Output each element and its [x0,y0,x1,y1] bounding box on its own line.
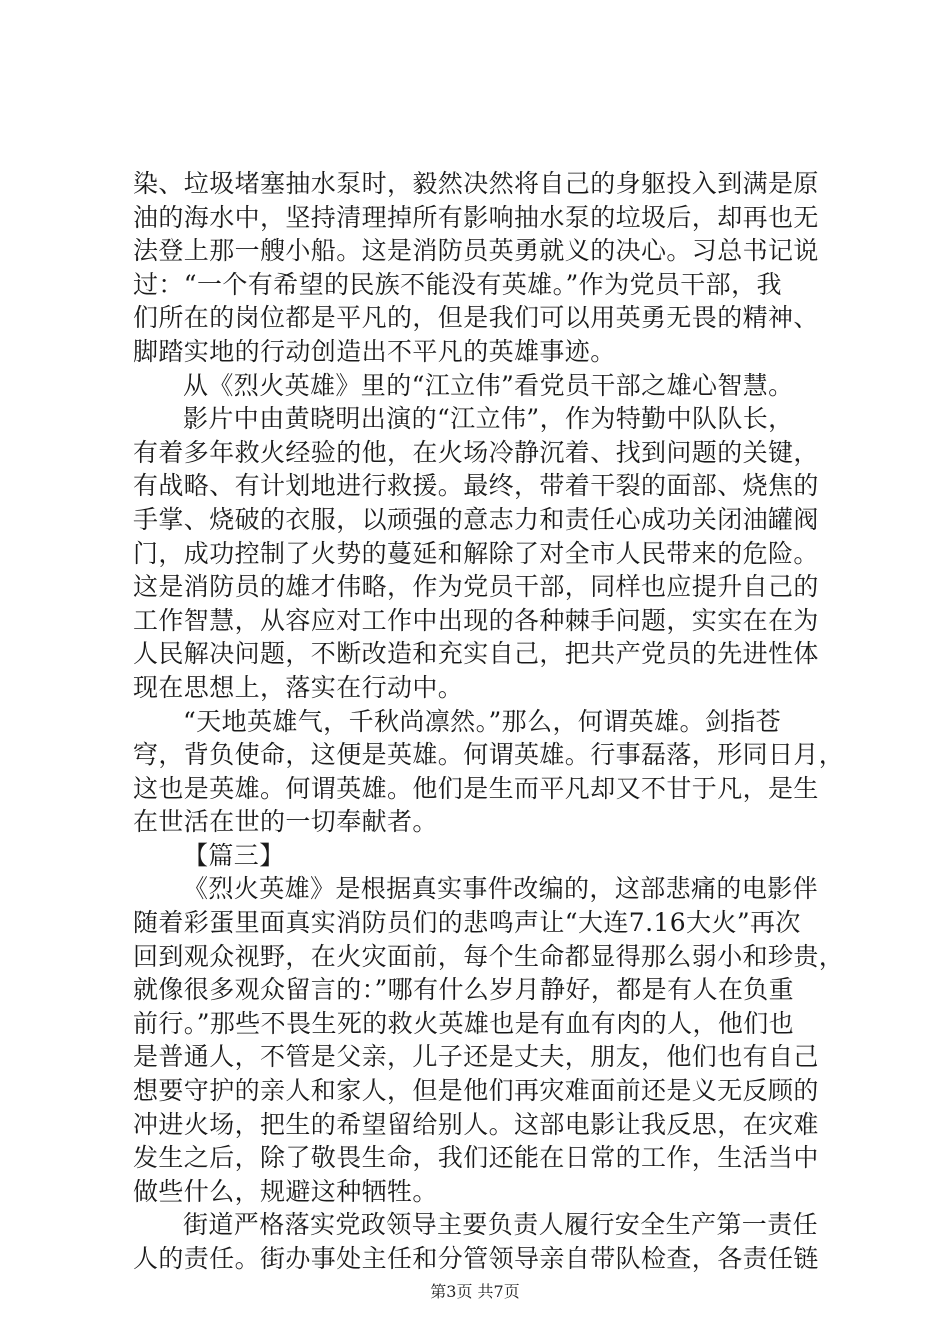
text-line: 穹，背负使命，这便是英雄。何谓英雄。行事磊落，形同日月， [133,740,845,770]
text-line: 【篇三】 [183,840,285,870]
text-line: 人的责任。街办事处主任和分管领导亲自带队检查，各责任链 [133,1244,819,1273]
text-line: 发生之后，除了敬畏生命，我们还能在日常的工作，生活当中 [133,1143,819,1173]
text-line: 在世活在世的一切奉献者。 [133,807,438,837]
text-line: 前行。”那些不畏生死的救火英雄也是有血有肉的人，他们也 [133,1008,795,1038]
text-line: 这是消防员的雄才伟略，作为党员干部，同样也应提升自己的 [133,572,819,602]
page-footer: 第3页 共7页 [430,1282,520,1301]
text-line: 手掌、烧破的衣服，以顽强的意志力和责任心成功关闭油罐阀 [133,504,819,534]
text-line: 从《烈火英雄》里的“江立伟”看党员干部之雄心智慧。 [183,370,794,400]
text-line: 随着彩蛋里面真实消防员们的悲鸣声让“大连7.16大火”再次 [133,908,801,938]
text-line: 有着多年救火经验的他，在火场冷静沉着、找到问题的关键， [133,437,819,467]
text-line: 人民解决问题，不断改造和充实自己，把共产党员的先进性体 [133,639,819,669]
body-text [133,167,845,1276]
text-line: 过：“一个有希望的民族不能没有英雄。”作为党员干部，我 [133,269,782,299]
text-line: 回到观众视野，在火灾面前，每个生命都显得那么弱小和珍贵， [133,941,845,971]
text-line: 做些什么，规避这种牺牲。 [133,1176,438,1206]
text-line: 脚踏实地的行动创造出不平凡的英雄事迹。 [133,336,616,366]
text-line: 影片中由黄晓明出演的“江立伟”，作为特勤中队队长， [183,404,794,434]
text-line: 染、垃圾堵塞抽水泵时，毅然决然将自己的身躯投入到满是原 [133,169,819,198]
text-line: 门，成功控制了火势的蔓延和解除了对全市人民带来的危险。 [133,538,819,568]
text-line: 有战略、有计划地进行救援。最终，带着干裂的面部、烧焦的 [133,471,819,501]
text-line: 冲进火场，把生的希望留给别人。这部电影让我反思，在灾难 [133,1109,819,1139]
text-line: 工作智慧，从容应对工作中出现的各种棘手问题，实实在在为 [133,605,819,635]
text-line: 街道严格落实党政领导主要负责人履行安全生产第一责任 [183,1210,819,1240]
text-line: 是普通人，不管是父亲，儿子还是丈夫，朋友，他们也有自己 [133,1042,819,1072]
text-line: 就像很多观众留言的：”哪有什么岁月静好，都是有人在负重 [133,975,795,1005]
text-line: 油的海水中，坚持清理掉所有影响抽水泵的垃圾后，却再也无 [133,202,819,232]
text-line: 法登上那一艘小船。这是消防员英勇就义的决心。习总书记说 [133,236,819,266]
text-line: 现在思想上，落实在行动中。 [133,672,464,702]
text-line: 这也是英雄。何谓英雄。他们是生而平凡却又不甘于凡，是生 [133,773,819,803]
text-line: “天地英雄气，千秋尚凛然。”那么，何谓英雄。剑指苍 [183,706,782,736]
text-line: 《烈火英雄》是根据真实事件改编的，这部悲痛的电影伴 [183,874,819,904]
text-line: 们所在的岗位都是平凡的，但是我们可以用英勇无畏的精神、 [133,303,819,333]
text-line: 想要守护的亲人和家人，但是他们再灾难面前还是义无反顾的 [133,1076,819,1106]
